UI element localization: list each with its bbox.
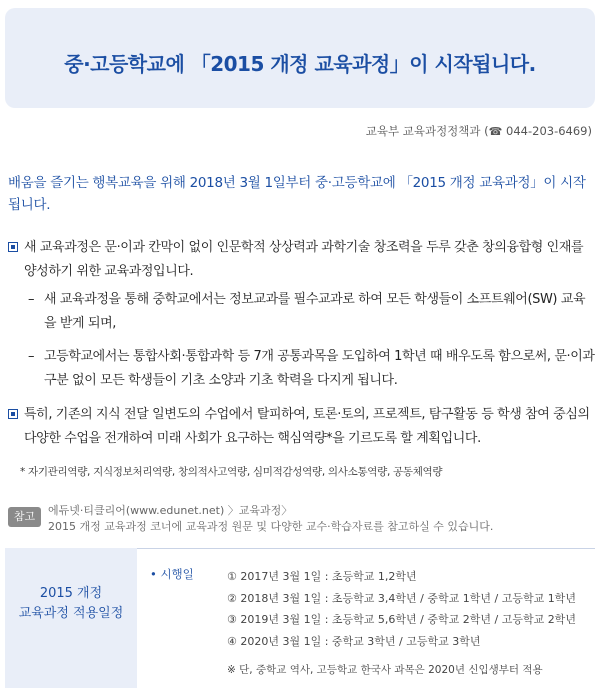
schedule-note: ※ 단, 중학교 역사, 고등학교 한국사 과목은 2020년 신입생부터 적용 xyxy=(227,664,543,676)
square-bullet-icon xyxy=(8,242,18,252)
bullet-text: 특히, 기존의 지식 전달 일변도의 수업에서 탈피하여, 토론·토의, 프로젝트, 탐구활동 등 학생 참여 중심의 다양한 수업을 전개하여 미래 사회가 요구하는 핵심역량*을 기르도록 할 계획입니다. xyxy=(24,407,590,446)
bullet-item xyxy=(8,403,596,451)
telephone-icon: ☎ xyxy=(488,125,503,138)
department-contact: 교육부 교육과정정책과 (☎ 044-203-6469) xyxy=(365,124,592,138)
reference-description: 2015 개정 교육과정 코너에 교육과정 원문 및 다양한 교수·학습자료를 참고하실 수 있습니다. xyxy=(48,520,494,533)
implementation-list xyxy=(227,566,576,652)
schedule-title-box xyxy=(5,548,137,688)
bullet-text: 새 교육과정은 문·이과 칸막이 없이 인문학적 상상력과 과학기술 창조력을 두루 갖춘 창의융합형 인재를 양성하기 위한 교육과정입니다. xyxy=(24,240,584,279)
schedule-divider xyxy=(137,548,595,549)
bullet-list xyxy=(8,236,596,451)
schedule-title xyxy=(5,584,137,624)
sub-item xyxy=(20,345,596,393)
schedule-title-line2: 교육과정 적용일정 xyxy=(18,606,124,621)
reference-link-text: 에듀넷·티클리어(www.edunet.net) 〉교육과정〉 xyxy=(48,504,293,517)
department-phone: 044-203-6469 xyxy=(506,124,588,138)
sub-item-text: 새 교육과정을 통해 중학교에서는 정보교과를 필수교과로 하여 모든 학생들이 소프트웨어(SW) 교육을 받게 되며, xyxy=(44,292,586,331)
page-title: 중·고등학교에 「2015 개정 교육과정」이 시작됩니다. xyxy=(64,52,536,76)
schedule-item: ④ 2020년 3월 1일 : 중학교 3학년 / 고등학교 3학년 xyxy=(227,634,481,648)
square-bullet-icon xyxy=(8,409,18,419)
implementation-label: • 시행일 xyxy=(150,567,194,581)
bullet-item xyxy=(8,236,596,284)
schedule-title-line1: 2015 개정 xyxy=(39,586,103,601)
reference-badge: 참고 xyxy=(8,507,41,527)
dash-marker: – xyxy=(28,349,35,364)
lead-paragraph: 배움을 즐기는 행복교육을 위해 2018년 3월 1일부터 중·고등학교에 「2015 개정 교육과정」이 시작됩니다. xyxy=(8,175,586,213)
schedule-item: ③ 2019년 3월 1일 : 초등학교 5,6학년 / 중학교 2학년 / 고등학교 2학년 xyxy=(227,613,576,626)
schedule-item: ① 2017년 3월 1일 : 초등학교 1,2학년 xyxy=(227,570,417,583)
footnote: * 자기관리역량, 지식정보처리역량, 창의적사고역량, 심미적감성역량, 의사소통역량, 공동체역량 xyxy=(20,466,443,478)
sub-item-text: 고등학교에서는 통합사회·통합과학 등 7개 공통과목을 도입하여 1학년 때 배우도록 함으로써, 문·이과 구분 없이 모든 학생들이 기초 소양과 기초 학력을 다지게 됩니다. xyxy=(44,349,595,388)
schedule-item: ② 2018년 3월 1일 : 초등학교 3,4학년 / 중학교 1학년 / 고등학교 1학년 xyxy=(227,591,576,605)
sub-item xyxy=(20,288,596,336)
department-name: 교육부 교육과정정책과 xyxy=(365,124,481,138)
title-banner xyxy=(5,8,595,108)
dash-marker: – xyxy=(28,292,35,307)
